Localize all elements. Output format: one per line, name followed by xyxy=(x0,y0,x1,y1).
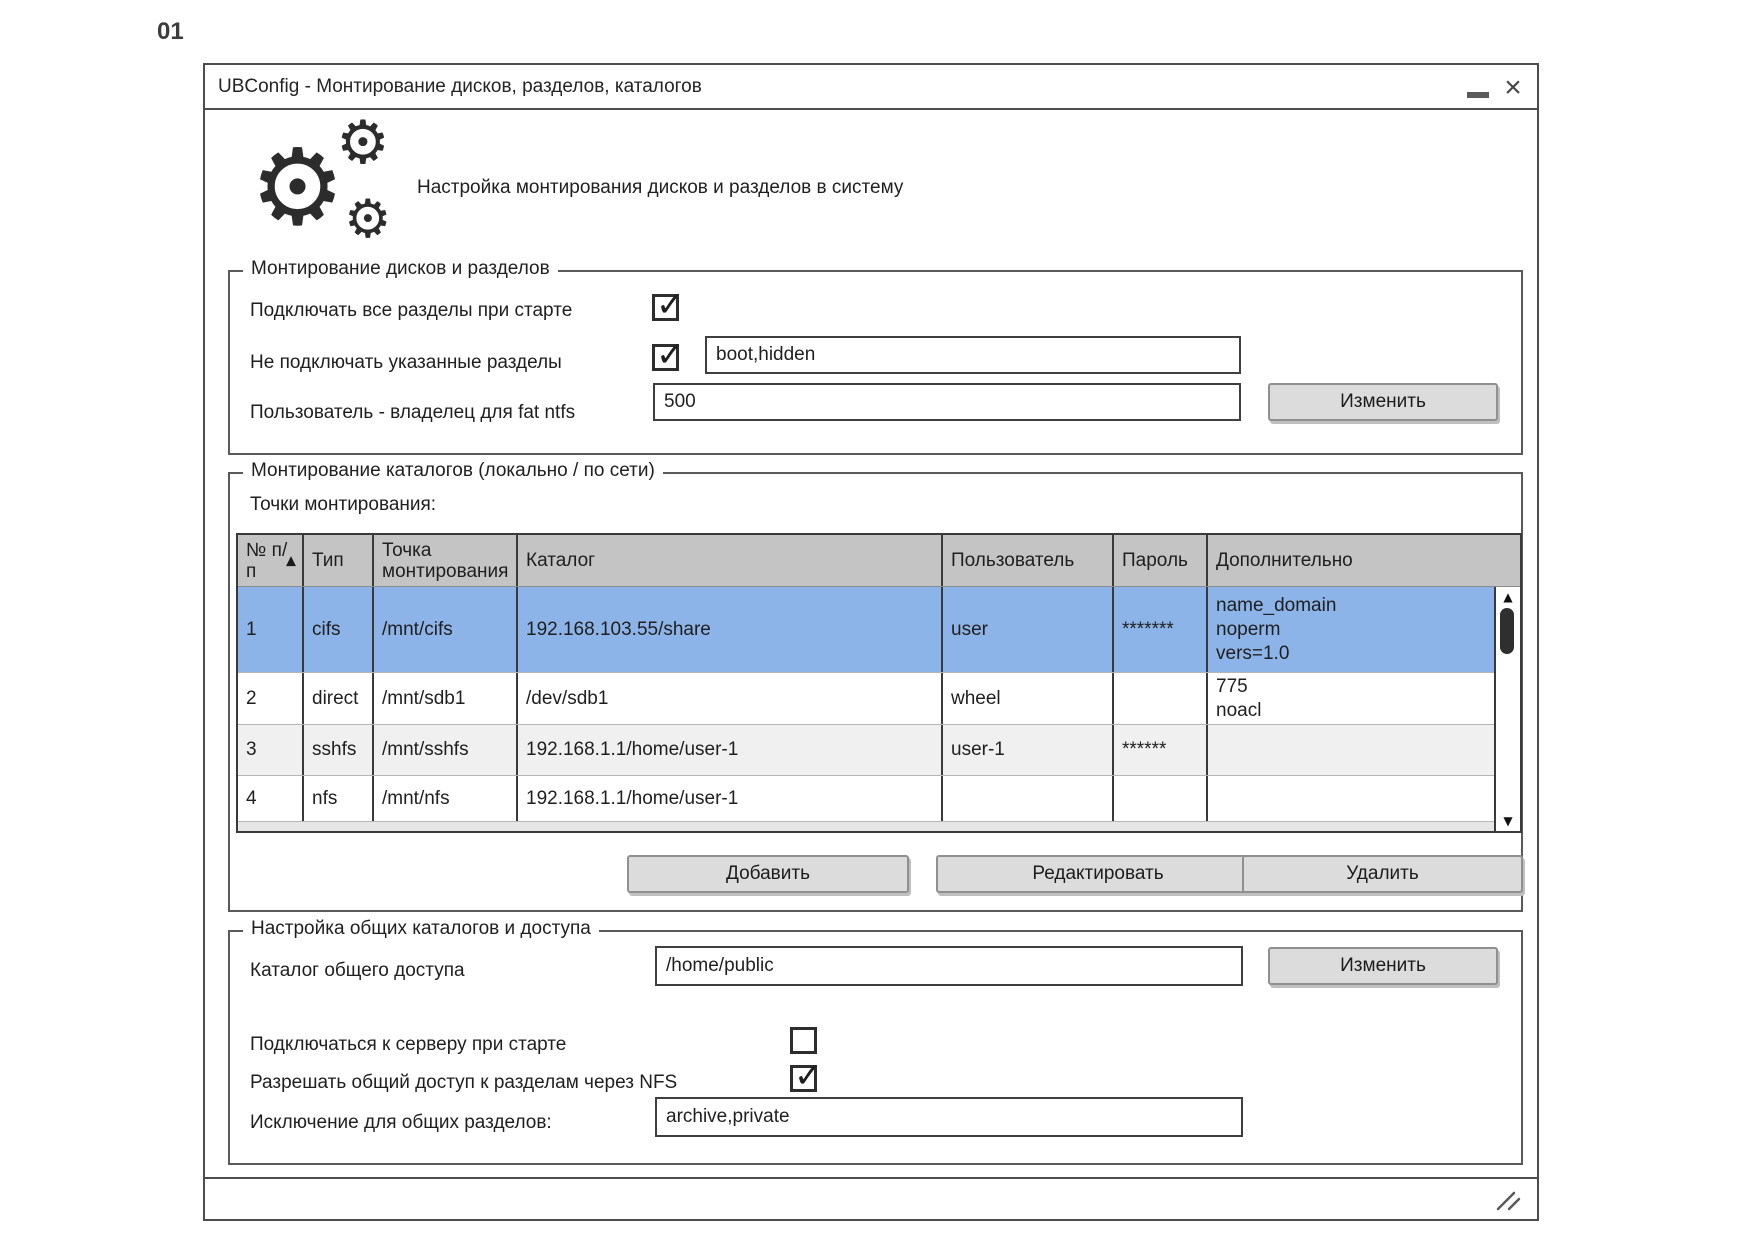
mount-points-table xyxy=(236,533,1522,833)
column-header-mount-point[interactable]: Точка монтирования xyxy=(374,535,518,586)
minimize-icon xyxy=(1467,92,1489,98)
scrollbar-thumb[interactable] xyxy=(1500,608,1514,654)
add-button[interactable]: Добавить xyxy=(627,855,909,893)
mount-all-label: Подключать все разделы при старте xyxy=(250,300,573,321)
check-icon: ✓ xyxy=(794,1056,823,1096)
table-filler-row xyxy=(238,821,1520,831)
column-header-number[interactable]: № п/п ▲ xyxy=(238,535,304,586)
share-exceptions-input[interactable] xyxy=(655,1097,1243,1137)
fat-ntfs-owner-input[interactable] xyxy=(653,383,1241,421)
exclude-partitions-checkbox[interactable] xyxy=(652,335,685,375)
allow-nfs-label: Разрешать общий доступ к разделам через NFS xyxy=(250,1072,678,1093)
exclude-partitions-input[interactable] xyxy=(705,336,1241,374)
close-button[interactable]: × xyxy=(1504,70,1522,104)
mount-points-label: Точки монтирования: xyxy=(250,494,437,515)
scroll-down-icon[interactable]: ▼ xyxy=(1503,814,1513,828)
table-row[interactable]: 2 direct /mnt/sdb1 /dev/sdb1 wheel 775 noacl xyxy=(238,672,1520,724)
sort-ascending-icon: ▲ xyxy=(286,553,296,568)
share-dir-change-button[interactable]: Изменить xyxy=(1268,947,1498,985)
app-window xyxy=(203,63,1539,1221)
connect-on-start-checkbox[interactable] xyxy=(790,1027,817,1054)
title-bar[interactable] xyxy=(205,65,1537,110)
exclude-partitions-label: Не подключать указанные разделы xyxy=(250,352,562,373)
column-header-user[interactable]: Пользователь xyxy=(943,535,1114,586)
app-subtitle: Настройка монтирования дисков и разделов в систему xyxy=(417,177,904,198)
connect-on-start-label: Подключаться к серверу при старте xyxy=(250,1034,567,1055)
table-body xyxy=(238,587,1520,831)
resize-grip-icon[interactable] xyxy=(1495,1188,1523,1212)
disks-mounting-group xyxy=(228,258,1523,455)
column-header-catalog[interactable]: Каталог xyxy=(518,535,943,586)
table-row[interactable]: 1 cifs /mnt/cifs 192.168.103.55/share user ******* name_domain noperm vers=1.0 xyxy=(238,587,1520,672)
gears-icon xyxy=(250,108,435,252)
owner-change-button[interactable]: Изменить xyxy=(1268,383,1498,421)
shared-access-group xyxy=(228,918,1523,1165)
column-header-type[interactable]: Тип xyxy=(304,535,374,586)
minimize-button[interactable] xyxy=(1463,65,1493,110)
table-header-row xyxy=(238,535,1520,587)
column-header-password[interactable]: Пароль xyxy=(1114,535,1208,586)
table-row[interactable]: 4 nfs /mnt/nfs 192.168.1.1/home/user-1 xyxy=(238,775,1520,821)
share-dir-label: Каталог общего доступа xyxy=(250,960,465,981)
disks-group-legend: Монтирование дисков и разделов xyxy=(243,258,558,280)
gear-small-icon: ⚙ xyxy=(336,108,390,178)
mount-all-checkbox[interactable] xyxy=(652,285,685,325)
column-header-extra[interactable]: Дополнительно xyxy=(1216,550,1353,571)
check-icon: ✓ xyxy=(656,335,685,375)
check-icon: ✓ xyxy=(656,285,685,325)
edit-button[interactable]: Редактировать xyxy=(936,855,1260,893)
page-number: 01 xyxy=(157,18,184,45)
gear-small2-icon: ⚙ xyxy=(344,189,392,250)
status-bar xyxy=(205,1177,1537,1219)
vertical-scrollbar[interactable] xyxy=(1494,587,1520,831)
table-row[interactable]: 3 sshfs /mnt/sshfs 192.168.1.1/home/user-1 user-1 ****** xyxy=(238,724,1520,775)
share-exceptions-label: Исключение для общих разделов: xyxy=(250,1112,552,1133)
share-dir-input[interactable] xyxy=(655,946,1243,986)
allow-nfs-checkbox[interactable] xyxy=(790,1056,823,1096)
shared-group-legend: Настройка общих каталогов и доступа xyxy=(243,918,599,940)
gear-large-icon: ⚙ xyxy=(250,126,346,249)
catalogs-mounting-group xyxy=(228,460,1523,912)
fat-ntfs-owner-label: Пользователь - владелец для fat ntfs xyxy=(250,402,576,423)
catalogs-group-legend: Монтирование каталогов (локально / по сети) xyxy=(243,460,663,482)
delete-button[interactable]: Удалить xyxy=(1242,855,1523,893)
window-title: UBConfig - Монтирование дисков, разделов, каталогов xyxy=(218,75,702,97)
scroll-up-icon[interactable]: ▲ xyxy=(1503,590,1513,604)
